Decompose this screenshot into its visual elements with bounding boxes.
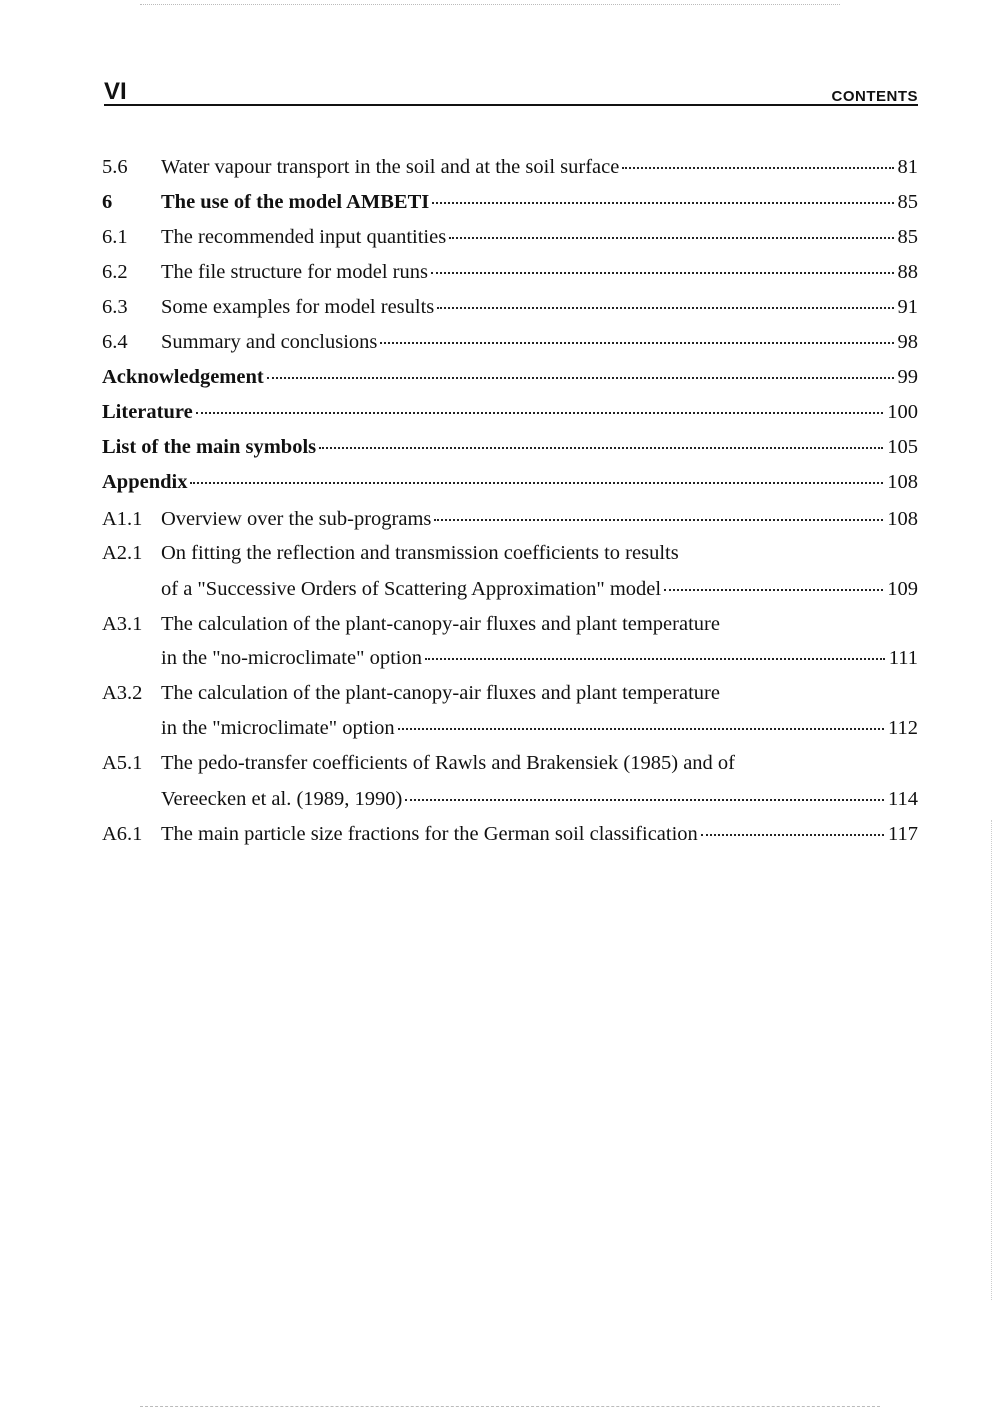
toc-entry-title: The main particle size fractions for the German soil classification: [161, 823, 698, 845]
dot-leader: [432, 184, 893, 204]
toc-entry-number: 6.3: [102, 296, 128, 318]
dot-leader: [405, 781, 884, 801]
running-title: CONTENTS: [831, 88, 918, 105]
toc-entry-title: List of the main symbols: [102, 436, 317, 458]
toc-entry[interactable]: [102, 467, 918, 497]
toc-entry-number: 6.2: [102, 261, 128, 283]
toc-entry-page: 114: [888, 788, 918, 810]
toc-entry[interactable]: [102, 819, 918, 849]
dot-leader: [622, 149, 893, 169]
scan-artifact-top: [140, 4, 840, 6]
toc-entry-number: 5.6: [102, 156, 128, 178]
toc-entry-number: A1.1: [102, 508, 143, 530]
dot-leader: [425, 640, 885, 660]
toc-entry-title-continued: in the "no-microclimate" option: [161, 647, 422, 669]
toc-entry-number: A3.2: [102, 682, 143, 704]
toc-entry[interactable]: [102, 538, 918, 568]
dot-leader: [196, 394, 884, 414]
toc-entry-title: The use of the model AMBETI: [161, 191, 430, 213]
toc-entry[interactable]: [102, 748, 918, 778]
scan-artifact-right: [991, 820, 993, 1300]
dot-leader: [267, 359, 894, 379]
toc-entry-page: 109: [887, 578, 918, 600]
toc-entry[interactable]: [102, 504, 918, 534]
page-number: VI: [104, 78, 127, 105]
toc-entry-page: 105: [887, 436, 918, 458]
dot-leader: [449, 219, 893, 239]
toc-entry-title: Acknowledgement: [102, 366, 264, 388]
dot-leader: [701, 816, 884, 836]
toc-entry[interactable]: [102, 257, 918, 287]
toc-entry-title: The pedo-transfer coefficients of Rawls and Brakensiek (1985) and of: [161, 752, 735, 774]
toc-entry-title: The file structure for model runs: [161, 261, 428, 283]
dot-leader: [664, 571, 883, 591]
toc-entry-title: Literature: [102, 401, 193, 423]
toc-entry-page: 85: [897, 226, 918, 248]
toc-entry-page: 98: [897, 331, 918, 353]
toc-entry[interactable]: [102, 432, 918, 462]
dot-leader: [398, 710, 884, 730]
toc-entry-page: 81: [897, 156, 918, 178]
toc-entry[interactable]: [102, 609, 918, 639]
toc-entry-page: 108: [887, 508, 918, 530]
toc-entry-page: 112: [888, 717, 918, 739]
toc-entry-title: The recommended input quantities: [161, 226, 447, 248]
toc-entry[interactable]: [102, 187, 918, 217]
dot-leader: [319, 429, 883, 449]
toc-entry-page: 99: [897, 366, 918, 388]
toc-entry-title-continued: Vereecken et al. (1989, 1990): [161, 788, 403, 810]
toc-entry[interactable]: [102, 327, 918, 357]
toc-entry-page: 91: [897, 296, 918, 318]
toc-entry-continuation[interactable]: [102, 784, 918, 814]
toc-entry-title-continued: in the "microclimate" option: [161, 717, 395, 739]
dot-leader: [431, 254, 894, 274]
toc-entry-page: 111: [888, 647, 918, 669]
toc-entry-continuation[interactable]: [102, 574, 918, 604]
toc-entry-title: The calculation of the plant-canopy-air fluxes and plant temperature: [161, 682, 720, 704]
toc-entry[interactable]: [102, 678, 918, 708]
toc-entry-title: Some examples for model results: [161, 296, 435, 318]
toc-entry-title: On fitting the reflection and transmission coefficients to results: [161, 542, 679, 564]
toc-entry[interactable]: [102, 292, 918, 322]
page-header: [104, 74, 918, 106]
toc-entry-number: A5.1: [102, 752, 143, 774]
toc-entry-number: A6.1: [102, 823, 143, 845]
toc-entry[interactable]: [102, 152, 918, 182]
dot-leader: [434, 501, 883, 521]
toc-entry-title: Water vapour transport in the soil and at the soil surface: [161, 156, 620, 178]
toc-entry-title: Appendix: [102, 471, 188, 493]
toc-entry-title: Overview over the sub-programs: [161, 508, 432, 530]
toc-entry-number: A3.1: [102, 613, 143, 635]
toc-entry-number: 6.1: [102, 226, 128, 248]
toc-entry-page: 117: [888, 823, 918, 845]
toc-entry[interactable]: [102, 397, 918, 427]
toc-entry-continuation[interactable]: [102, 643, 918, 673]
toc-entry-page: 88: [897, 261, 918, 283]
toc-entry-page: 100: [887, 401, 918, 423]
toc-entry-title: The calculation of the plant-canopy-air fluxes and plant temperature: [161, 613, 720, 635]
toc-entry-title: Summary and conclusions: [161, 331, 378, 353]
toc-entry-page: 108: [887, 471, 918, 493]
toc-entry-number: 6.4: [102, 331, 128, 353]
dot-leader: [380, 324, 893, 344]
toc-entry[interactable]: [102, 222, 918, 252]
toc-entry-title-continued: of a "Successive Orders of Scattering Approximation" model: [161, 578, 662, 600]
toc-entry-page: 85: [897, 191, 918, 213]
toc-entry[interactable]: [102, 362, 918, 392]
toc-entry-continuation[interactable]: [102, 713, 918, 743]
toc-entry-number: 6: [102, 191, 113, 213]
dot-leader: [190, 464, 883, 484]
scan-artifact-bottom: [140, 1406, 880, 1408]
dot-leader: [437, 289, 893, 309]
toc-entry-number: A2.1: [102, 542, 143, 564]
